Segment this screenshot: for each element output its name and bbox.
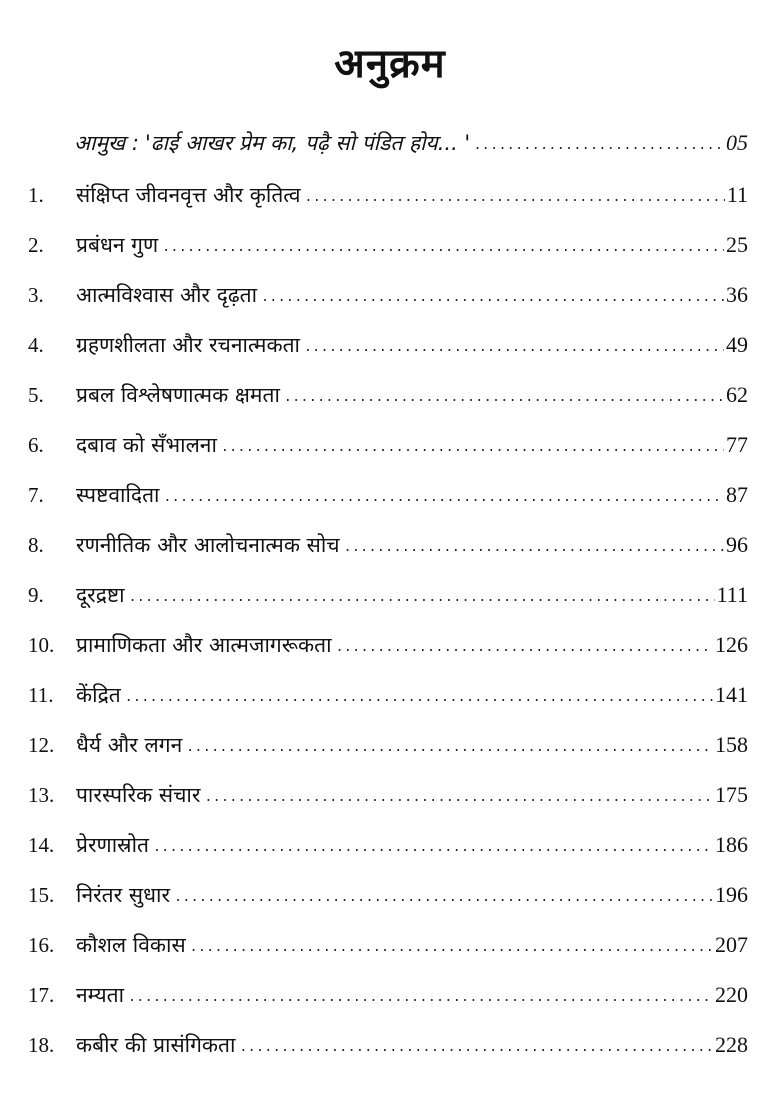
dot-leader <box>344 533 724 563</box>
chapter-number: 14. <box>28 833 55 857</box>
chapter-number: 9. <box>28 583 44 607</box>
chapter-title: निरंतर सुधार <box>76 883 171 907</box>
toc-entry <box>28 380 748 430</box>
chapter-page-number: 220 <box>715 982 748 1007</box>
chapter-page-number: 228 <box>715 1032 748 1057</box>
toc-entry <box>28 830 748 880</box>
toc-entry <box>28 180 748 230</box>
chapter-title: नम्यता <box>76 983 125 1007</box>
chapter-page-number: 158 <box>715 732 748 757</box>
dot-leader <box>336 633 713 663</box>
chapter-page-number: 175 <box>715 782 748 807</box>
chapter-number: 1. <box>28 183 44 207</box>
chapter-page-number: 141 <box>715 682 748 707</box>
dot-leader <box>239 1033 713 1063</box>
chapter-title: दबाव को सँभालना <box>76 433 217 457</box>
chapter-page-number: 207 <box>715 932 748 957</box>
chapter-number: 12. <box>28 733 55 757</box>
chapter-title: संक्षिप्त जीवनवृत्त और कृतित्व <box>76 183 301 207</box>
intro-label: 'ढाई आखर प्रेम का, पढ़ै सो पंडित होय... ' <box>144 131 471 155</box>
chapter-number: 17. <box>28 983 55 1007</box>
chapter-number: 18. <box>28 1033 55 1057</box>
dot-leader <box>221 433 724 463</box>
toc-entry <box>28 530 748 580</box>
dot-leader <box>190 933 713 963</box>
chapter-number: 4. <box>28 333 44 357</box>
dot-leader <box>174 883 713 913</box>
toc-entry <box>28 280 748 330</box>
chapter-title: प्रबंधन गुण <box>76 233 159 257</box>
dot-leader <box>261 283 724 313</box>
toc-entry <box>28 230 748 280</box>
chapter-number: 16. <box>28 933 55 957</box>
toc-entry <box>28 880 748 930</box>
toc-entry <box>28 930 748 980</box>
toc-entry <box>28 580 748 630</box>
dot-leader <box>305 183 725 213</box>
toc-entry <box>28 730 748 780</box>
chapter-title: आत्मविश्वास और दृढ़ता <box>76 283 258 307</box>
chapter-page-number: 196 <box>715 882 748 907</box>
chapter-title: स्पष्टवादिता <box>76 483 160 507</box>
chapter-page-number: 36 <box>726 282 748 307</box>
chapter-page-number: 186 <box>715 832 748 857</box>
chapter-title: कौशल विकास <box>76 933 186 957</box>
table-of-contents <box>28 128 748 1080</box>
toc-entry <box>28 430 748 480</box>
dot-leader <box>163 483 724 513</box>
dot-leader <box>129 583 715 613</box>
chapter-number: 6. <box>28 433 44 457</box>
chapter-page-number: 62 <box>726 382 748 407</box>
chapter-page-number: 126 <box>715 632 748 657</box>
toc-entry <box>28 1030 748 1080</box>
chapter-number: 13. <box>28 783 55 807</box>
chapter-page-number: 25 <box>726 232 748 257</box>
chapter-number: 3. <box>28 283 44 307</box>
chapter-page-number: 49 <box>726 332 748 357</box>
chapter-page-number: 96 <box>726 532 748 557</box>
dot-leader <box>204 783 713 813</box>
chapter-title: प्रेरणास्रोत <box>76 833 149 857</box>
intro-page-number: 05 <box>726 130 748 155</box>
dot-leader <box>125 683 713 713</box>
dot-leader <box>284 383 724 413</box>
toc-entry <box>28 630 748 680</box>
chapter-title: केंद्रित <box>76 683 121 707</box>
chapter-title: रणनीतिक और आलोचनात्मक सोच <box>76 533 340 557</box>
dot-leader <box>128 983 713 1013</box>
dot-leader <box>162 233 724 263</box>
chapter-title: प्रामाणिकता और आत्मजागरूकता <box>76 633 332 657</box>
toc-entry-intro <box>28 128 748 180</box>
chapter-number: 7. <box>28 483 44 507</box>
chapter-title: धैर्य और लगन <box>76 733 183 757</box>
chapter-title: ग्रहणशीलता और रचनात्मकता <box>76 333 300 357</box>
chapter-title: पारस्परिक संचार <box>76 783 201 807</box>
chapter-number: 8. <box>28 533 44 557</box>
chapter-number: 10. <box>28 633 55 657</box>
toc-entry <box>28 680 748 730</box>
chapter-page-number: 11 <box>726 182 748 207</box>
chapter-page-number: 87 <box>726 482 748 507</box>
chapter-number: 2. <box>28 233 44 257</box>
dot-leader <box>304 333 724 363</box>
page-title: अनुक्रम <box>334 41 446 87</box>
dot-leader <box>474 131 724 161</box>
chapter-number: 15. <box>28 883 55 907</box>
toc-entry <box>28 780 748 830</box>
intro-prefix: आमुख : <box>74 131 139 155</box>
toc-entry <box>28 980 748 1030</box>
chapter-number: 5. <box>28 383 44 407</box>
dot-leader <box>153 833 713 863</box>
chapter-page-number: 111 <box>716 582 748 607</box>
chapter-page-number: 77 <box>726 432 748 457</box>
chapter-number: 11. <box>28 683 54 707</box>
chapter-title: दूरद्रष्टा <box>76 583 125 607</box>
chapter-title: प्रबल विश्लेषणात्मक क्षमता <box>76 383 280 407</box>
chapter-title: कबीर की प्रासंगिकता <box>76 1033 236 1057</box>
toc-entry <box>28 480 748 530</box>
toc-entry <box>28 330 748 380</box>
dot-leader <box>186 733 713 763</box>
